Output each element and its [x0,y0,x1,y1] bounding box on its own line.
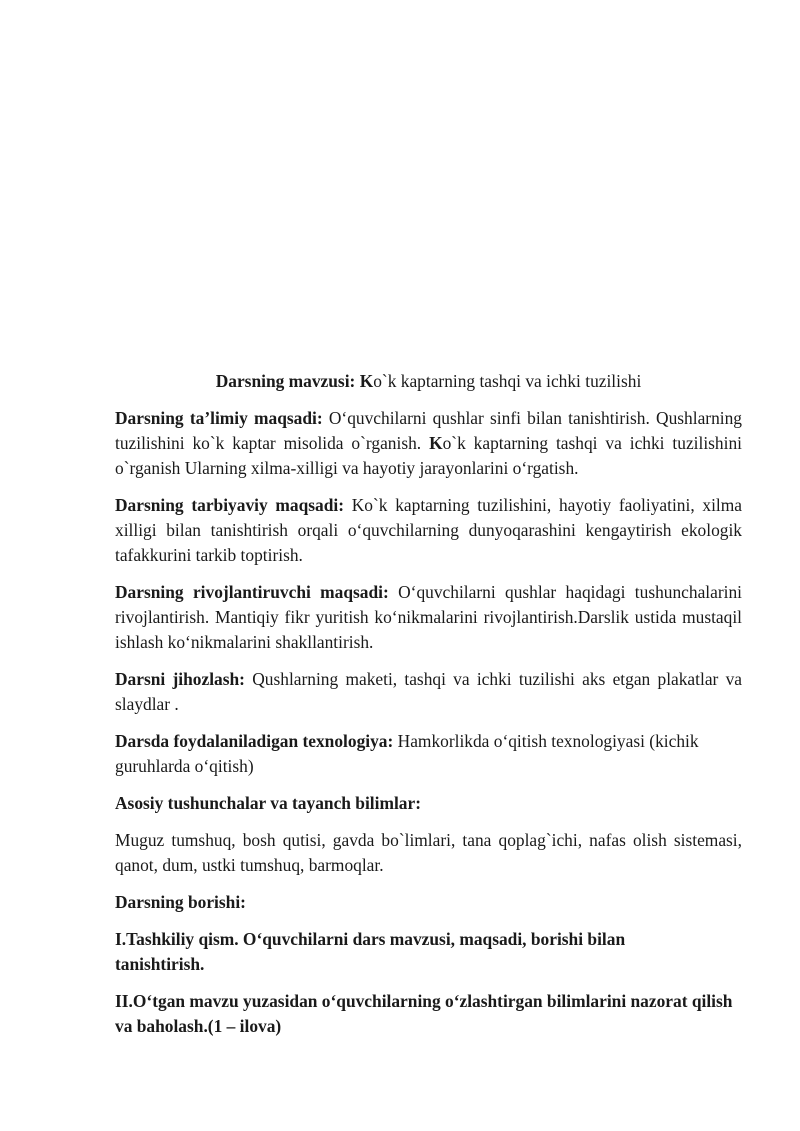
document-page [115,369,742,1051]
stage-1: I.Tashkiliy qism. O‘quvchilarni dars mavzusi, maqsadi, borishi bilan tanishtirish. [115,929,626,974]
technology [115,729,742,779]
upbringing-goal-label: Darsning tarbiyaviy maqsadi: [115,495,345,515]
equipment-label: Darsni jihozlash: [115,669,245,689]
upbringing-goal [115,493,742,568]
concepts-heading: Asosiy tushunchalar va tayanch bilimlar: [115,793,421,813]
educational-goal-label: Darsning ta’limiy maqsadi: [115,408,323,428]
lesson-topic [115,369,742,394]
topic-label: Darsning mavzusi: [215,371,356,391]
educational-goal-text-2: o`k kaptarning tashqi va ichki tuzilishini o`rganish Ularning xilma-xilligi va hayotiy jarayonlarini o‘rgatish. [115,433,742,478]
equipment-text: Qushlarning maketi, tashqi va ichki tuzilishi aks etgan plakatlar va slaydlar . [115,669,742,714]
upbringing-goal-text: Ko`k kaptarning tuzilishini, hayotiy faoliyatini, xilma xilligi bilan tanishtirish orqali o‘quvchilarning dunyoqarashini kengaytirish ekologik tafakkurini tarkib toptirish. [115,495,742,565]
technology-label: Darsda foydalaniladigan texnologiya: [115,731,394,751]
stage-2: II.O‘tgan mavzu yuzasidan o‘quvchilarning o‘zlashtirgan bilimlarini nazorat qilish va baholash.(1 – ilova) [115,991,733,1036]
developmental-goal-label: Darsning rivojlantiruvchi maqsadi: [115,582,389,602]
topic-text: o`k kaptarning tashqi va ichki tuzilishi [373,371,642,391]
educational-goal [115,406,742,481]
topic-bold-letter: K [359,371,374,391]
technology-text: Hamkorlikda o‘qitish texnologiyasi (kichik guruhlarda o‘qitish) [115,731,699,776]
educational-goal-bold-letter: K [429,433,443,453]
developmental-goal-text: O‘quvchilarni qushlar haqidagi tushunchalarini rivojlantirish. Mantiqiy fikr yuritish ko‘nikmalarini rivojlantirish.Darslik ustida mustaqil ishlash ko‘nikmalarini shakllantirish. [115,582,743,652]
progress-heading: Darsning borishi: [115,892,246,912]
educational-goal-text-1: O‘quvchilarni qushlar sinfi bilan tanishtirish. Qushlarning tuzilishini ko`k kaptar misolida o`rganish. [115,408,742,453]
equipment [115,667,742,717]
concepts-text: Muguz tumshuq, bosh qutisi, gavda bo`limlari, tana qoplag`ichi, nafas olish sistemasi, qanot, dum, ustki tumshuq, barmoqlar. [115,830,742,875]
developmental-goal [115,580,742,655]
